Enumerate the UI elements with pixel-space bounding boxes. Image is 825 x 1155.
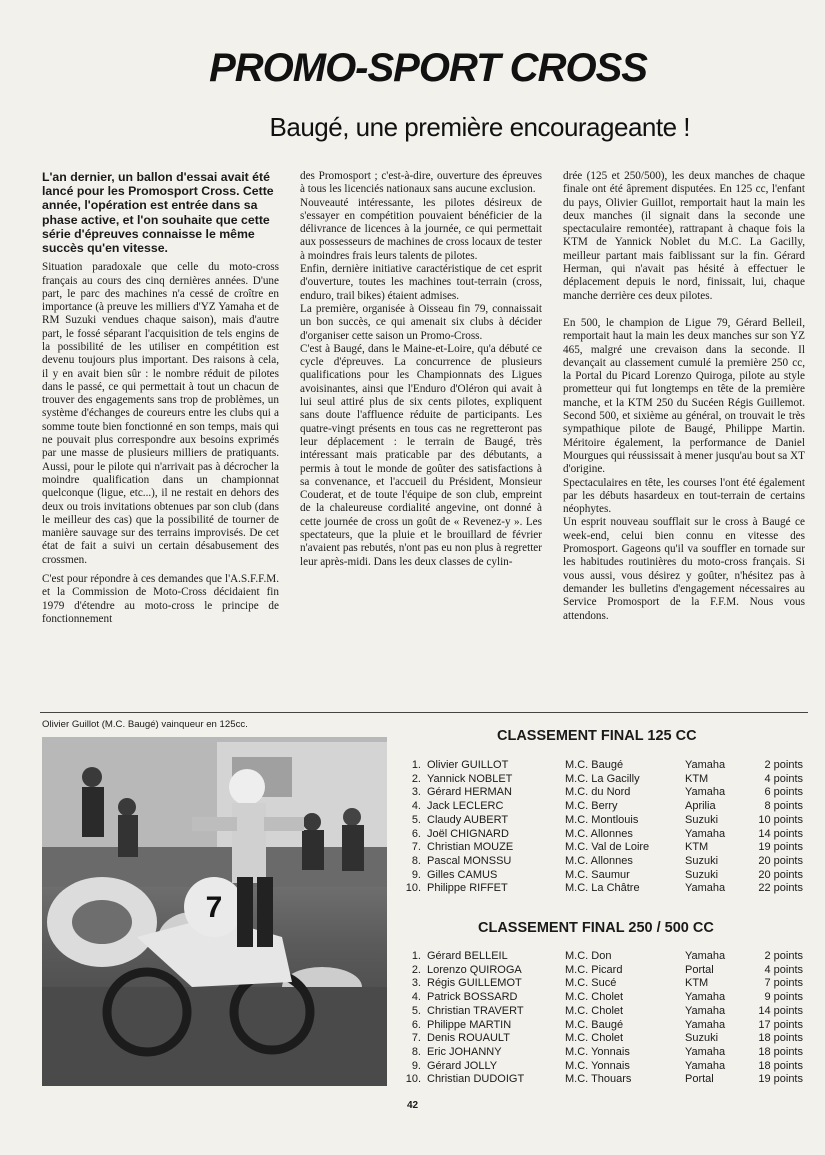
rider-name: Christian MOUZE [427,841,514,854]
rank: 7. [411,841,421,854]
rider-name: Philippe MARTIN [427,1018,512,1031]
rider-name: Lorenzo QUIROGA [427,963,522,976]
points: 19 points [758,1073,803,1086]
points: 9 points [764,991,803,1004]
ranking-row [403,855,805,869]
club-name: M.C. La Châtre [565,882,640,895]
ranking-row [403,814,805,828]
club-name: M.C. du Nord [565,786,631,799]
ranking-row [403,869,805,883]
section-divider [40,712,808,713]
bike-brand: Suzuki [685,1032,719,1045]
rider-name: Régis GUILLEMOT [427,977,522,990]
rank: 5. [411,1004,421,1017]
club-name: M.C. Baugé [565,759,624,771]
rank: 1. [411,950,421,962]
rank: 4. [411,991,421,1004]
club-name: M.C. Berry [565,800,618,813]
points: 4 points [764,963,803,976]
ranking-row [403,1046,805,1060]
ranking-row [403,882,805,896]
club-name: M.C. Yonnais [565,1045,630,1058]
article-lead: L'an dernier, un ballon d'essai avait été lancé pour les Promosport Cross. Cette année, l'opération est entrée dans sa phase active, et l'on souhaite que cette série d'épreuves connaisse le même succès qu'en vitesse. [42,170,274,256]
rider-name: Jack LECLERC [427,800,504,813]
rank: 3. [411,977,421,990]
points: 20 points [758,854,803,867]
article-paragraph: Un esprit nouveau soufflait sur le cross à Baugé ce week-end, celui bien connu en vitesse des Promosport. Gageons qu'il va souffler en tornade sur les habitudes routinières du moto-cross français. Si vous aussi, vous désirez y goûter, n'hésitez pas à demander les bulletins d'engagement nécessaires au Service Promosport de la F.F.M. Nous vous attendons. [563,516,805,622]
points: 18 points [758,1059,803,1072]
rider-name: Eric JOHANNY [427,1045,502,1058]
article-paragraph: Situation paradoxale que celle du moto-cross français au cours des cinq dernières années. D'une part, le parc des machines n'a cessé de croître en importance (à preuve les milliers d'YZ Yamaha et de RM Suzuki vendues chaque saison), mais d'autre part, le fossé séparant l'acquisition de tels engins de la possibilité de les utiliser en compétition est devenu toujours plus important. Des raisons à cela, il y en avait bien sûr : le nombre réduit de pilotes dans le passé, ce qui permettait à tout un chacun de trouver des engagements sans trop de problèmes, un système d'échanges de coureurs entre les clubs qui a somme toute bien fonctionné en son temps, mais qui ne pouvait plus correspondre aux besoins exprimés par une masse de plusieurs milliers de pratiquants. Aussi, pour le pilote qui n'arrivait pas à décrocher la moindre qualification dans un championnat quelconque (ligue, etc...), il ne restait en dehors des deux ou trois invitations obtenues par son club (dans le meilleur des cas) que la possibilité de tourner de manière sauvage sur des terrains improvisés. De cet état de fait a suivi un certain désabusement des crossmen. [42,261,279,566]
bike-brand: Aprilia [685,800,716,813]
page-subtitle: Baugé, une première encourageante ! [269,112,690,142]
page-title: PROMO-SPORT CROSS [209,46,647,90]
bike-brand: Yamaha [685,882,726,895]
article-paragraph: des Promosport ; c'est-à-dire, ouverture des épreuves à tous les licenciés nationaux sans aucune exclusion. [300,170,542,196]
ranking-row [403,841,805,855]
rider-name: Denis ROUAULT [427,1032,510,1045]
points: 2 points [764,759,803,771]
race-photo [42,737,387,1086]
points: 10 points [758,813,803,826]
rank: 6. [411,827,421,840]
rank: 7. [411,1032,421,1045]
club-name: M.C. Yonnais [565,1059,630,1072]
club-name: M.C. Cholet [565,1032,624,1045]
ranking-row [403,1060,805,1074]
rider-name: Gérard HERMAN [427,786,512,799]
club-name: M.C. Cholet [565,1004,624,1017]
article-column-3 [563,170,805,629]
club-name: M.C. Saumur [565,868,630,881]
club-name: M.C. Allonnes [565,854,633,867]
article-paragraph: La première, organisée à Oisseau fin 79, connaissait un bon succès, ce qui amenait six clubs à décider d'organiser cette saison un Promo-Cross. [300,302,542,342]
club-name: M.C. Don [565,950,612,962]
article-paragraph: drée (125 et 250/500), les deux manches de chaque finale ont été âprement disputées. En 125 cc, l'enfant du pays, Olivier Guillot, remportait haut la main les deux manches (il signait dans la seconde une spectaculaire remontée), rattrapant à chaque fois la KTM de Yannick Noblet du M.C. La Gacilly, meilleur partant mais faiblissant sur la fin. Gérard Herman, qui n'avait pas hésité à effectuer le déplacement depuis le nord, finissait, lui, chaque manche derrière ces deux pilotes. [563,170,805,302]
bike-brand: Suzuki [685,813,719,826]
rider-name: Pascal MONSSU [427,854,512,867]
ranking-row [403,977,805,991]
bike-brand: Suzuki [685,854,719,867]
race-plate-number: 7 [205,891,223,924]
rank: 9. [411,868,421,881]
points: 18 points [758,1032,803,1045]
bike-brand: KTM [685,772,709,785]
bike-brand: Yamaha [685,991,726,1004]
bike-brand: Yamaha [685,827,726,840]
rank: 2. [411,772,421,785]
bike-brand: KTM [685,977,709,990]
rider-name: Gérard BELLEIL [427,950,508,962]
rank: 4. [411,800,421,813]
ranking-row [403,1005,805,1019]
club-name: M.C. La Gacilly [565,772,640,785]
points: 4 points [764,772,803,785]
rank: 9. [411,1059,421,1072]
ranking-row [403,964,805,978]
rank: 5. [411,813,421,826]
article-paragraph: C'est à Baugé, dans le Maine-et-Loire, qu'a débuté ce cycle d'épreuves. La concurrence de plusieurs qualifications pour les Championnats des Ligues avoisinantes, ainsi que l'Enduro d'Oléron qui avait à lui seul attiré plus de six cents pilotes, expliquent sans doute l'affluence réduite de participants. Les quatre-vingt présents en tous cas ne regretteront pas leur déplacement : le terrain de Baugé, très intéressant mais praticable par des débutants, a permis à tout le monde de goûter des satisfactions à sa convenance, et l'accueil du Président, Monsieur Couderat, et de toute l'équipe de son club, empreint de la chaleureuse cordialité angevine, ont donné à cette journée de cross un goût de « Revenez-y ». Les spectateurs, que la pluie et le brouillard de février n'avaient pas rebutés, n'ont pas eu non plus à regretter leur après-midi. Dans les deux classes de cylin- [300,342,542,568]
rank: 8. [411,1045,421,1058]
bike-brand: Yamaha [685,1059,726,1072]
bike-brand: KTM [685,841,709,854]
club-name: M.C. Allonnes [565,827,633,840]
bike-brand: Yamaha [685,1004,726,1017]
article-paragraph: Enfin, dernière initiative caractéristique de cet esprit d'ouverture, toutes les machines tout-terrain (cross, enduro, trail bikes) étaient admises. [300,263,542,302]
club-name: M.C. Thouars [565,1073,632,1086]
club-name: M.C. Baugé [565,1018,624,1031]
rank: 2. [411,963,421,976]
ranking-row [403,1032,805,1046]
points: 22 points [758,882,803,895]
bike-brand: Yamaha [685,950,726,962]
points: 19 points [758,841,803,854]
ranking-250-title: CLASSEMENT FINAL 250 / 500 CC [478,920,714,936]
rider-name: Gilles CAMUS [427,868,498,881]
points: 20 points [758,868,803,881]
bike-brand: Suzuki [685,868,719,881]
ranking-row [403,1019,805,1033]
rider-name: Christian TRAVERT [427,1004,524,1017]
rank: 3. [411,786,421,799]
rider-name: Claudy AUBERT [427,813,509,826]
rank: 8. [411,854,421,867]
rider-name: Joël CHIGNARD [427,827,509,840]
ranking-row [403,786,805,800]
points: 14 points [758,1004,803,1017]
ranking-125-title: CLASSEMENT FINAL 125 CC [497,728,697,744]
photo-caption: Olivier Guillot (M.C. Baugé) vainqueur en 125cc. [42,719,248,730]
ranking-row [403,828,805,842]
rider-name: Philippe RIFFET [427,882,508,895]
article-column-1 [42,170,279,632]
rider-name: Christian DUDOIGT [427,1073,525,1086]
club-name: M.C. Picard [565,963,623,976]
ranking-row [403,773,805,787]
club-name: M.C. Cholet [565,991,624,1004]
bike-brand: Yamaha [685,1018,726,1031]
bike-brand: Portal [685,1073,714,1086]
rider-name: Yannick NOBLET [427,772,513,785]
points: 2 points [764,950,803,962]
article-paragraph: Nouveauté intéressante, les pilotes désireux de s'essayer en compétition pouvaient bénéficier de la délivrance de licences à la journée, ce qui permettait aux possesseurs de machines de cross locaux de tester à moindres frais leurs talents de pilotes. [300,196,542,262]
points: 18 points [758,1045,803,1058]
points: 14 points [758,827,803,840]
bike-brand: Yamaha [685,759,726,771]
points: 17 points [758,1018,803,1031]
rank: 1. [411,759,421,771]
ranking-row [403,950,805,964]
rider-name: Patrick BOSSARD [427,991,518,1004]
club-name: M.C. Montlouis [565,813,639,826]
article-column-2 [300,170,542,575]
rank: 10. [405,1073,421,1086]
rank: 10. [405,882,421,895]
club-name: M.C. Sucé [565,977,617,990]
ranking-row [403,1073,805,1087]
rider-name: Olivier GUILLOT [427,759,509,771]
ranking-row [403,991,805,1005]
rider-name: Gérard JOLLY [427,1059,498,1072]
points: 7 points [764,977,803,990]
page-number: 42 [406,1100,419,1111]
article-paragraph: Spectaculaires en tête, les courses l'ont été également par les débuts hasardeux en tout-terrain de certains néophytes. [563,476,805,516]
rank: 6. [411,1018,421,1031]
ranking-row [403,800,805,814]
points: 8 points [764,800,803,813]
bike-brand: Yamaha [685,786,726,799]
club-name: M.C. Val de Loire [565,841,650,854]
article-paragraph: En 500, le champion de Ligue 79, Gérard Belleil, remportait haut la main les deux manches sur son YZ 465, malgré une crevaison dans la seconde. Il devançait au classement cumulé la première 250 cc, la Portal du Picard Lorenzo Quiroga, pilote au style prometteur qui fut longtemps en tête de la première manche, et la KTM 250 du Sucéen Régis Guillemot. Second 500, et sixième au général, on trouvait le très sympathique pilote de Baugé, Philippe Martin. Méritoire également, la performance de Daniel Mourgues qui réussissait à mener jusqu'au bout sa XT d'origine. [563,316,805,476]
points: 6 points [764,786,803,799]
bike-brand: Yamaha [685,1045,726,1058]
bike-brand: Portal [685,963,714,976]
ranking-row [403,759,805,773]
article-paragraph: C'est pour répondre à ces demandes que l'A.S.F.F.M. et la Commission de Moto-Cross décidaient fin 1979 d'étendre au moto-cross le principe de fonctionnement [42,573,279,625]
motocross-rider-illustration [42,737,387,1086]
